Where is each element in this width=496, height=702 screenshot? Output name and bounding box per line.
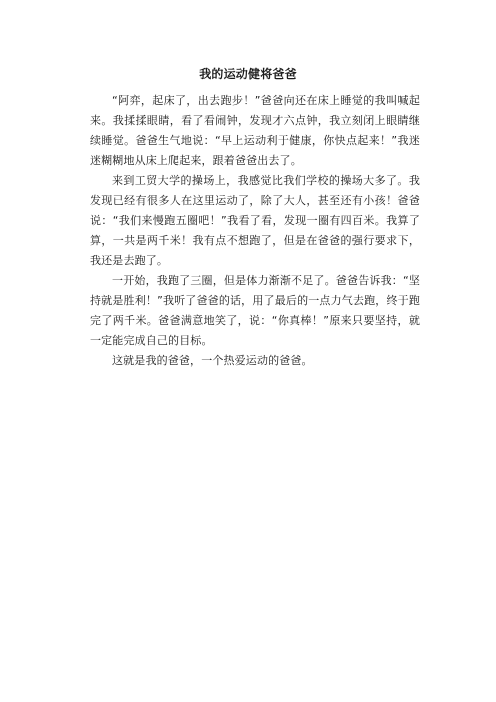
paragraph-3: 一开始，我跑了三圈，但是体力渐渐不足了。爸爸告诉我：“坚持就是胜利！”我听了爸爸的话，用了最后的一点力气去跑，终于跑完了两千米。爸爸满意地笑了，说：“你真棒！”原来只要坚持，就一定能完成自己的目标。 xyxy=(90,274,420,347)
paragraph-1: “阿弈，起床了，出去跑步！”爸爸向还在床上睡觉的我叫喊起来。我揉揉眼睛，看了看闹钟，发现才六点钟，我立刻闭上眼睛继续睡觉。爸爸生气地说：“早上运动利于健康，你快点起来！”我迷迷糊糊地从床上爬起来，跟着爸爸出去了。 xyxy=(90,94,420,167)
paragraph-2: 来到工贸大学的操场上，我感觉比我们学校的操场大多了。我发现已经有很多人在这里运动了，除了大人，甚至还有小孩！爸爸说：“我们来慢跑五圈吧！”我看了看，发现一圈有四百米。我算了算，一共是两千米！我有点不想跑了，但是在爸爸的强行要求下，我还是去跑了。 xyxy=(90,174,420,267)
paragraph-4: 这就是我的爸爸，一个热爱运动的爸爸。 xyxy=(112,354,313,367)
document-body xyxy=(90,91,420,371)
document-title: 我的运动健将爸爸 xyxy=(199,67,297,81)
